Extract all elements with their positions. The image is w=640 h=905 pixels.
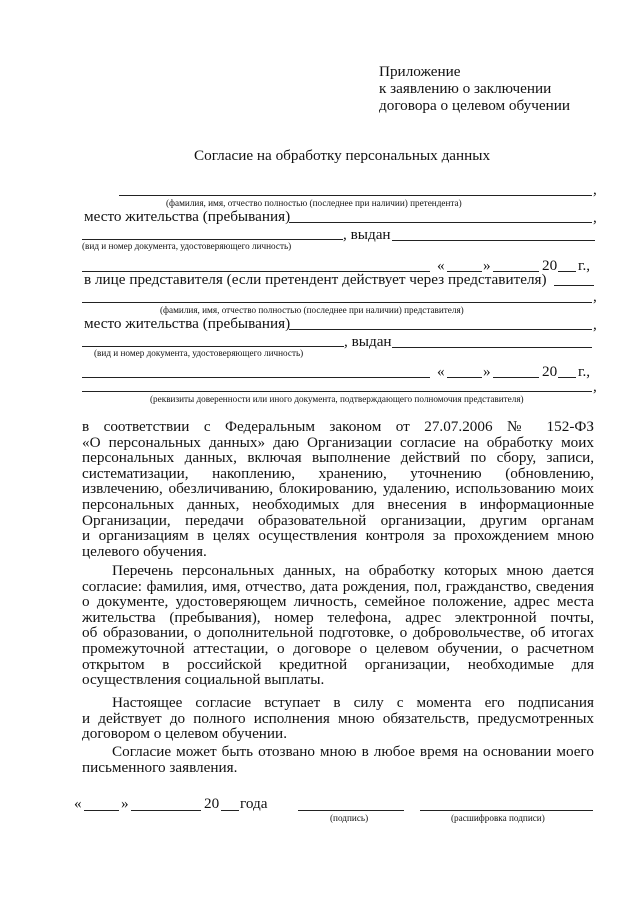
- paragraph-3-line: и действует до полного исполнения мною обязательств, предусмотренных: [82, 710, 594, 727]
- paragraph-1-line: и организациям в целях осуществления контроля за прохождением мною: [82, 528, 594, 544]
- appendix-line-3: договора о целевом обучении: [379, 97, 571, 114]
- footer-year-prefix: 20: [204, 795, 220, 812]
- representative-name-caption: (фамилия, имя, отчество полностью (последнее при наличии) представителя): [160, 305, 464, 315]
- applicant-issued-label: , выдан: [343, 226, 391, 243]
- paragraph-1-line: извлечению, обезличиванию, блокированию, удалению, использованию моих: [82, 481, 594, 497]
- applicant-year-field[interactable]: [558, 271, 576, 272]
- paragraph-1-line: в соответствии с Федеральным законом от 27.07.2006 № 152-ФЗ: [82, 419, 594, 435]
- representative-year-prefix: 20: [542, 363, 558, 380]
- applicant-document-field[interactable]: [82, 239, 343, 240]
- paragraph-2-line: о документе, удостоверяющем личность, семейное положение, адрес места: [82, 594, 594, 610]
- paragraph-3-line: договором о целевом обучении.: [82, 726, 287, 742]
- representative-day-field[interactable]: [447, 377, 482, 378]
- signature-field[interactable]: [298, 810, 404, 811]
- paragraph-4-line: Согласие может быть отозвано мною в любое время на основании моего: [112, 744, 594, 760]
- representative-residence-label: место жительства (пребывания): [84, 315, 291, 332]
- representative-authority-comma: ,: [593, 378, 597, 395]
- paragraph-3-line: Настоящее согласие вступает в силу с момента его подписания: [112, 695, 594, 711]
- paragraph-1-line: Организации, передачи образовательной организации, другим органам: [82, 512, 594, 529]
- signature-caption: (подпись): [330, 813, 369, 823]
- representative-year-suffix: г.,: [578, 363, 591, 380]
- paragraph-2-line: открытом в российской кредитной организации, необходимые для: [82, 656, 594, 673]
- paragraph-2-line: жительства (пребывания), номер телефона, адрес электронной почты,: [82, 609, 594, 626]
- paragraph-1-line: персональных данных, необходимых для внесения в информационные: [82, 496, 594, 513]
- applicant-quote-open: «: [437, 257, 445, 274]
- footer-quote-open: «: [74, 795, 82, 812]
- footer-quote-close: »: [121, 795, 129, 812]
- applicant-residence-label: место жительства (пребывания): [84, 208, 291, 225]
- representative-issued-by-field[interactable]: [392, 347, 592, 348]
- paragraph-1-line: «О персональных данных» даю Организации согласие на обработку моих: [82, 434, 594, 451]
- applicant-residence-comma: ,: [593, 209, 597, 226]
- consent-paragraph-4: [82, 744, 594, 775]
- representative-quote-close: »: [483, 363, 491, 380]
- representative-authority-caption: (реквизиты доверенности или иного документа, подтверждающего полномочия представителя): [150, 394, 524, 404]
- consent-paragraph-3: [82, 695, 594, 742]
- paragraph-2-line: Перечень персональных данных, на обработку которых мною дается: [112, 563, 594, 579]
- representative-intro-field[interactable]: [554, 285, 594, 286]
- representative-issued-by-field-2[interactable]: [82, 377, 430, 378]
- applicant-residence-field[interactable]: [289, 222, 592, 223]
- paragraph-2-line: согласие: фамилия, имя, отчество, дата рождения, пол, гражданство, сведения: [82, 578, 594, 595]
- applicant-issued-by-field[interactable]: [392, 240, 595, 241]
- signature-decoding-field[interactable]: [420, 810, 593, 811]
- footer-day-field[interactable]: [84, 810, 119, 811]
- representative-name-field[interactable]: [82, 302, 592, 303]
- consent-paragraph-1: [82, 419, 594, 559]
- signature-decoding-caption: (расшифровка подписи): [451, 813, 545, 823]
- applicant-name-comma: ,: [593, 181, 597, 198]
- representative-intro: в лице представителя (если претендент действует через представителя): [84, 271, 547, 288]
- applicant-name-caption: (фамилия, имя, отчество полностью (последнее при наличии) претендента): [166, 198, 462, 208]
- representative-quote-open: «: [437, 363, 445, 380]
- applicant-year-prefix: 20: [542, 257, 558, 274]
- representative-name-comma: ,: [593, 288, 597, 305]
- paragraph-4-line: письменного заявления.: [82, 759, 238, 776]
- consent-paragraph-2: [82, 563, 594, 688]
- paragraph-2-line: об образовании, о дополнительной подготовке, о добровольчестве, об итогах: [82, 625, 594, 641]
- document-title: Согласие на обработку персональных данных: [194, 147, 491, 164]
- footer-month-field[interactable]: [131, 810, 201, 811]
- paragraph-2-line: промежуточной аттестации, о договоре о целевом обучении, о расчетном: [82, 640, 594, 657]
- representative-residence-field[interactable]: [289, 329, 592, 330]
- applicant-year-suffix: г.,: [578, 257, 591, 274]
- paragraph-1-line: систематизации, накоплению, хранению, уточнению (обновлению,: [82, 465, 594, 482]
- applicant-document-caption: (вид и номер документа, удостоверяющего личность): [82, 241, 292, 251]
- applicant-quote-close: »: [483, 257, 491, 274]
- representative-document-field[interactable]: [82, 346, 344, 347]
- footer-year-field[interactable]: [221, 810, 239, 811]
- appendix-line-1: Приложение: [379, 63, 461, 80]
- representative-month-field[interactable]: [493, 377, 539, 378]
- footer-year-word: года: [240, 795, 268, 812]
- representative-issued-label: , выдан: [344, 333, 392, 350]
- appendix-line-2: к заявлению о заключении: [379, 80, 552, 97]
- paragraph-2-line: осуществления социальной выплаты.: [82, 672, 325, 688]
- representative-year-field[interactable]: [558, 377, 576, 378]
- paragraph-1-line: персональных данных, включая выполнение действий по сбору, записи,: [82, 450, 594, 466]
- representative-document-caption: (вид и номер документа, удостоверяющего личность): [94, 348, 304, 358]
- applicant-name-field[interactable]: [119, 195, 592, 196]
- representative-residence-comma: ,: [593, 316, 597, 333]
- paragraph-1-line: целевого обучения.: [82, 543, 207, 560]
- representative-authority-field[interactable]: [82, 391, 592, 392]
